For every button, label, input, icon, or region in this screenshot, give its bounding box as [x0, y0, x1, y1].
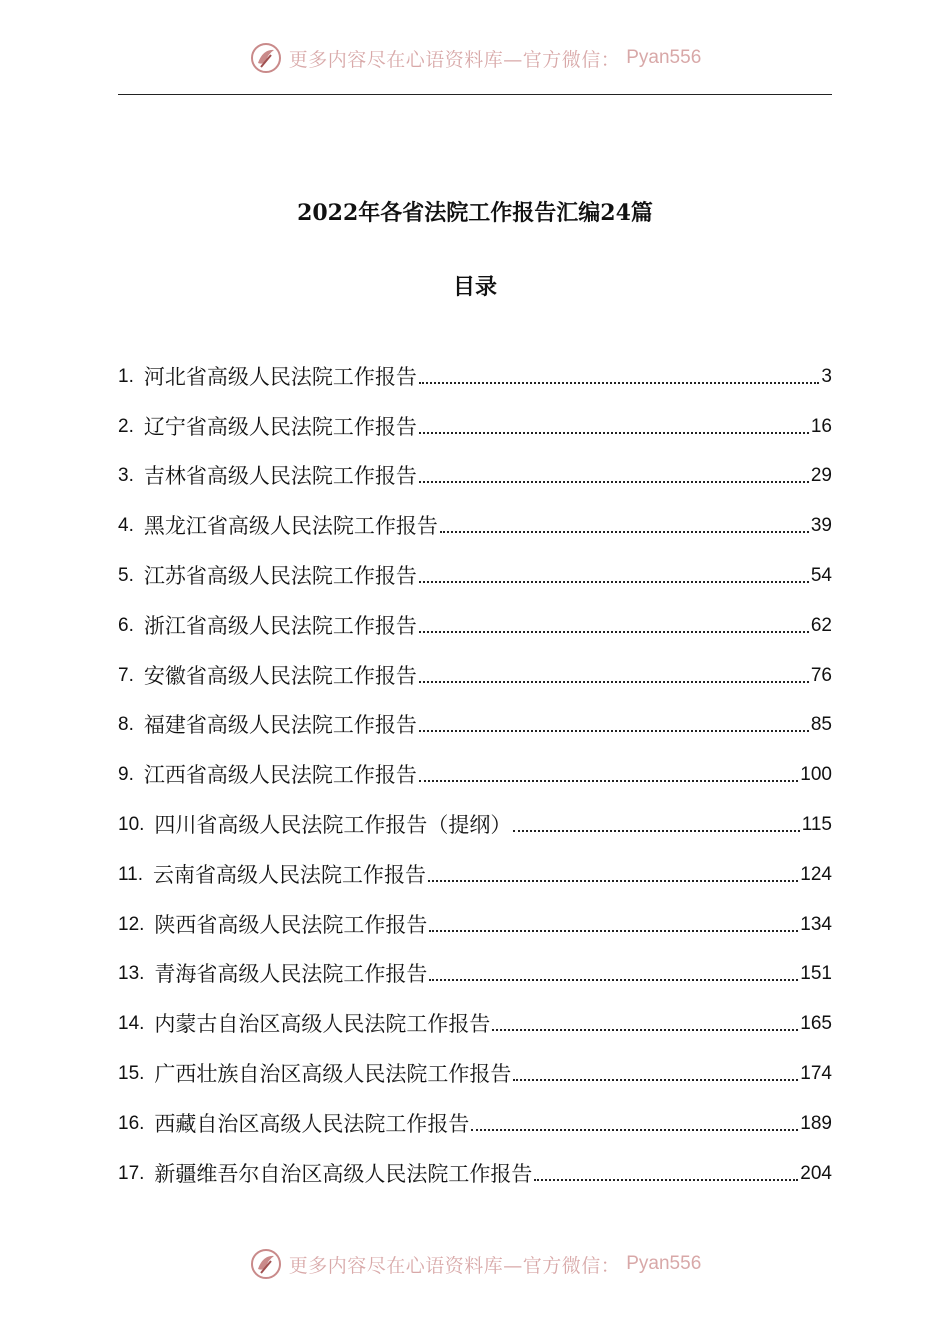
- toc-entry-number: 7.: [118, 664, 134, 686]
- footer-watermark: [0, 1244, 950, 1284]
- toc-entry-number: 11.: [118, 863, 144, 885]
- toc-entry-number: 1.: [118, 365, 134, 387]
- toc-entry-page: 39: [810, 515, 832, 537]
- toc-entry-number: 5.: [118, 564, 134, 586]
- toc-entry-page: 151: [800, 963, 832, 985]
- watermark-text: 更多内容尽在心语资料库—官方微信：: [288, 48, 621, 71]
- toc-dot-leader: [419, 382, 820, 384]
- toc-entry[interactable]: [118, 840, 832, 890]
- toc-entry-label: 江西省高级人民法院工作报告: [143, 763, 417, 788]
- toc-dot-leader: [534, 1179, 798, 1181]
- toc-entry-label: 福建省高级人民法院工作报告: [143, 713, 417, 738]
- toc-entry-page: 204: [800, 1162, 832, 1184]
- toc-entry[interactable]: [118, 1039, 832, 1089]
- toc-entry-label: 江苏省高级人民法院工作报告: [143, 563, 417, 588]
- toc-entry-number: 15.: [118, 1062, 145, 1084]
- toc-entry[interactable]: [118, 790, 832, 840]
- toc-entry[interactable]: [118, 342, 832, 392]
- toc-dot-leader: [492, 1029, 798, 1031]
- toc-entry-label: 四川省高级人民法院工作报告（提纲）: [154, 812, 512, 837]
- toc-entry-page: 16: [810, 415, 832, 437]
- toc-entry-number: 10.: [118, 813, 145, 835]
- toc-entry-number: 6.: [118, 614, 134, 636]
- toc-entry-label: 陕西省高级人民法院工作报告: [154, 912, 428, 937]
- watermark-text: 更多内容尽在心语资料库—官方微信：: [288, 1254, 621, 1277]
- toc-entry[interactable]: [118, 591, 832, 641]
- toc-entry[interactable]: [118, 442, 832, 492]
- toc-entry-number: 12.: [118, 913, 145, 935]
- toc-dot-leader: [429, 930, 798, 932]
- toc-entry-label: 河北省高级人民法院工作报告: [143, 364, 417, 389]
- toc-heading: 目录: [452, 274, 497, 300]
- toc-entry[interactable]: [118, 940, 832, 990]
- toc-entry-number: 2.: [118, 415, 134, 437]
- header-divider: [118, 94, 832, 95]
- toc-dot-leader: [428, 880, 798, 882]
- toc-dot-leader: [419, 780, 798, 782]
- toc-entry-page: 134: [800, 913, 832, 935]
- toc-entry[interactable]: [118, 641, 832, 691]
- toc-entry-label: 浙江省高级人民法院工作报告: [143, 613, 417, 638]
- toc-entry-page: 174: [800, 1062, 832, 1084]
- toc-entry[interactable]: [118, 491, 832, 541]
- toc-entry-number: 13.: [118, 963, 145, 985]
- toc-entry-page: 62: [810, 614, 832, 636]
- toc-dot-leader: [429, 979, 798, 981]
- toc-entry-page: 29: [810, 465, 832, 487]
- toc-dot-leader: [419, 730, 809, 732]
- toc-entry-label: 内蒙古自治区高级人民法院工作报告: [154, 1012, 491, 1037]
- toc-entry[interactable]: [118, 1139, 832, 1189]
- toc-dot-leader: [513, 830, 799, 832]
- toc-entry-label: 安徽省高级人民法院工作报告: [143, 663, 417, 688]
- toc-entry[interactable]: [118, 392, 832, 442]
- toc-entry-number: 8.: [118, 714, 134, 736]
- toc-entry-label: 黑龙江省高级人民法院工作报告: [143, 514, 438, 539]
- toc-entry-label: 吉林省高级人民法院工作报告: [143, 464, 417, 489]
- toc-entry-page: 100: [800, 764, 832, 786]
- toc-entry-label: 云南省高级人民法院工作报告: [153, 862, 427, 887]
- document-title: 2022年各省法院工作报告汇编24篇: [297, 200, 653, 226]
- toc-entry-number: 4.: [118, 515, 134, 537]
- toc-entry-number: 16.: [118, 1112, 145, 1134]
- toc-entry-page: 124: [800, 863, 832, 885]
- header-watermark: [0, 38, 950, 78]
- toc-entry-label: 辽宁省高级人民法院工作报告: [143, 414, 417, 439]
- toc-entry-label: 青海省高级人民法院工作报告: [154, 962, 428, 987]
- toc-entry-number: 9.: [118, 764, 134, 786]
- toc-dot-leader: [440, 531, 809, 533]
- toc-entry[interactable]: [118, 989, 832, 1039]
- toc-dot-leader: [419, 481, 809, 483]
- toc-entry-page: 85: [810, 714, 832, 736]
- brand-logo-icon: [249, 1247, 283, 1281]
- toc-entry[interactable]: [118, 541, 832, 591]
- toc-entry[interactable]: [118, 890, 832, 940]
- toc-dot-leader: [513, 1079, 798, 1081]
- toc-entry[interactable]: [118, 740, 832, 790]
- toc-entry-number: 17.: [118, 1162, 145, 1184]
- toc-entry-page: 165: [800, 1013, 832, 1035]
- toc-entry-label: 广西壮族自治区高级人民法院工作报告: [154, 1061, 512, 1086]
- toc-entry[interactable]: [118, 691, 832, 741]
- toc-entry-page: 115: [801, 813, 832, 835]
- toc-dot-leader: [419, 681, 809, 683]
- toc-entry-number: 14.: [118, 1013, 145, 1035]
- toc-entry-label: 西藏自治区高级人民法院工作报告: [154, 1111, 470, 1136]
- toc-dot-leader: [419, 631, 809, 633]
- toc-entry-page: 54: [810, 564, 832, 586]
- toc-entry-label: 新疆维吾尔自治区高级人民法院工作报告: [154, 1161, 533, 1186]
- watermark-wechat-id: Pyan556: [626, 1253, 702, 1274]
- toc-entry[interactable]: [118, 1089, 832, 1139]
- brand-logo-icon: [249, 41, 283, 75]
- toc-entry-page: 3: [821, 365, 832, 387]
- toc-dot-leader: [471, 1129, 798, 1131]
- toc-dot-leader: [419, 581, 809, 583]
- watermark-wechat-id: Pyan556: [626, 47, 702, 68]
- toc-dot-leader: [419, 432, 809, 434]
- toc-entry-page: 76: [810, 664, 832, 686]
- toc-entry-page: 189: [800, 1112, 832, 1134]
- toc-entry-number: 3.: [118, 465, 134, 487]
- table-of-contents: [118, 342, 832, 1189]
